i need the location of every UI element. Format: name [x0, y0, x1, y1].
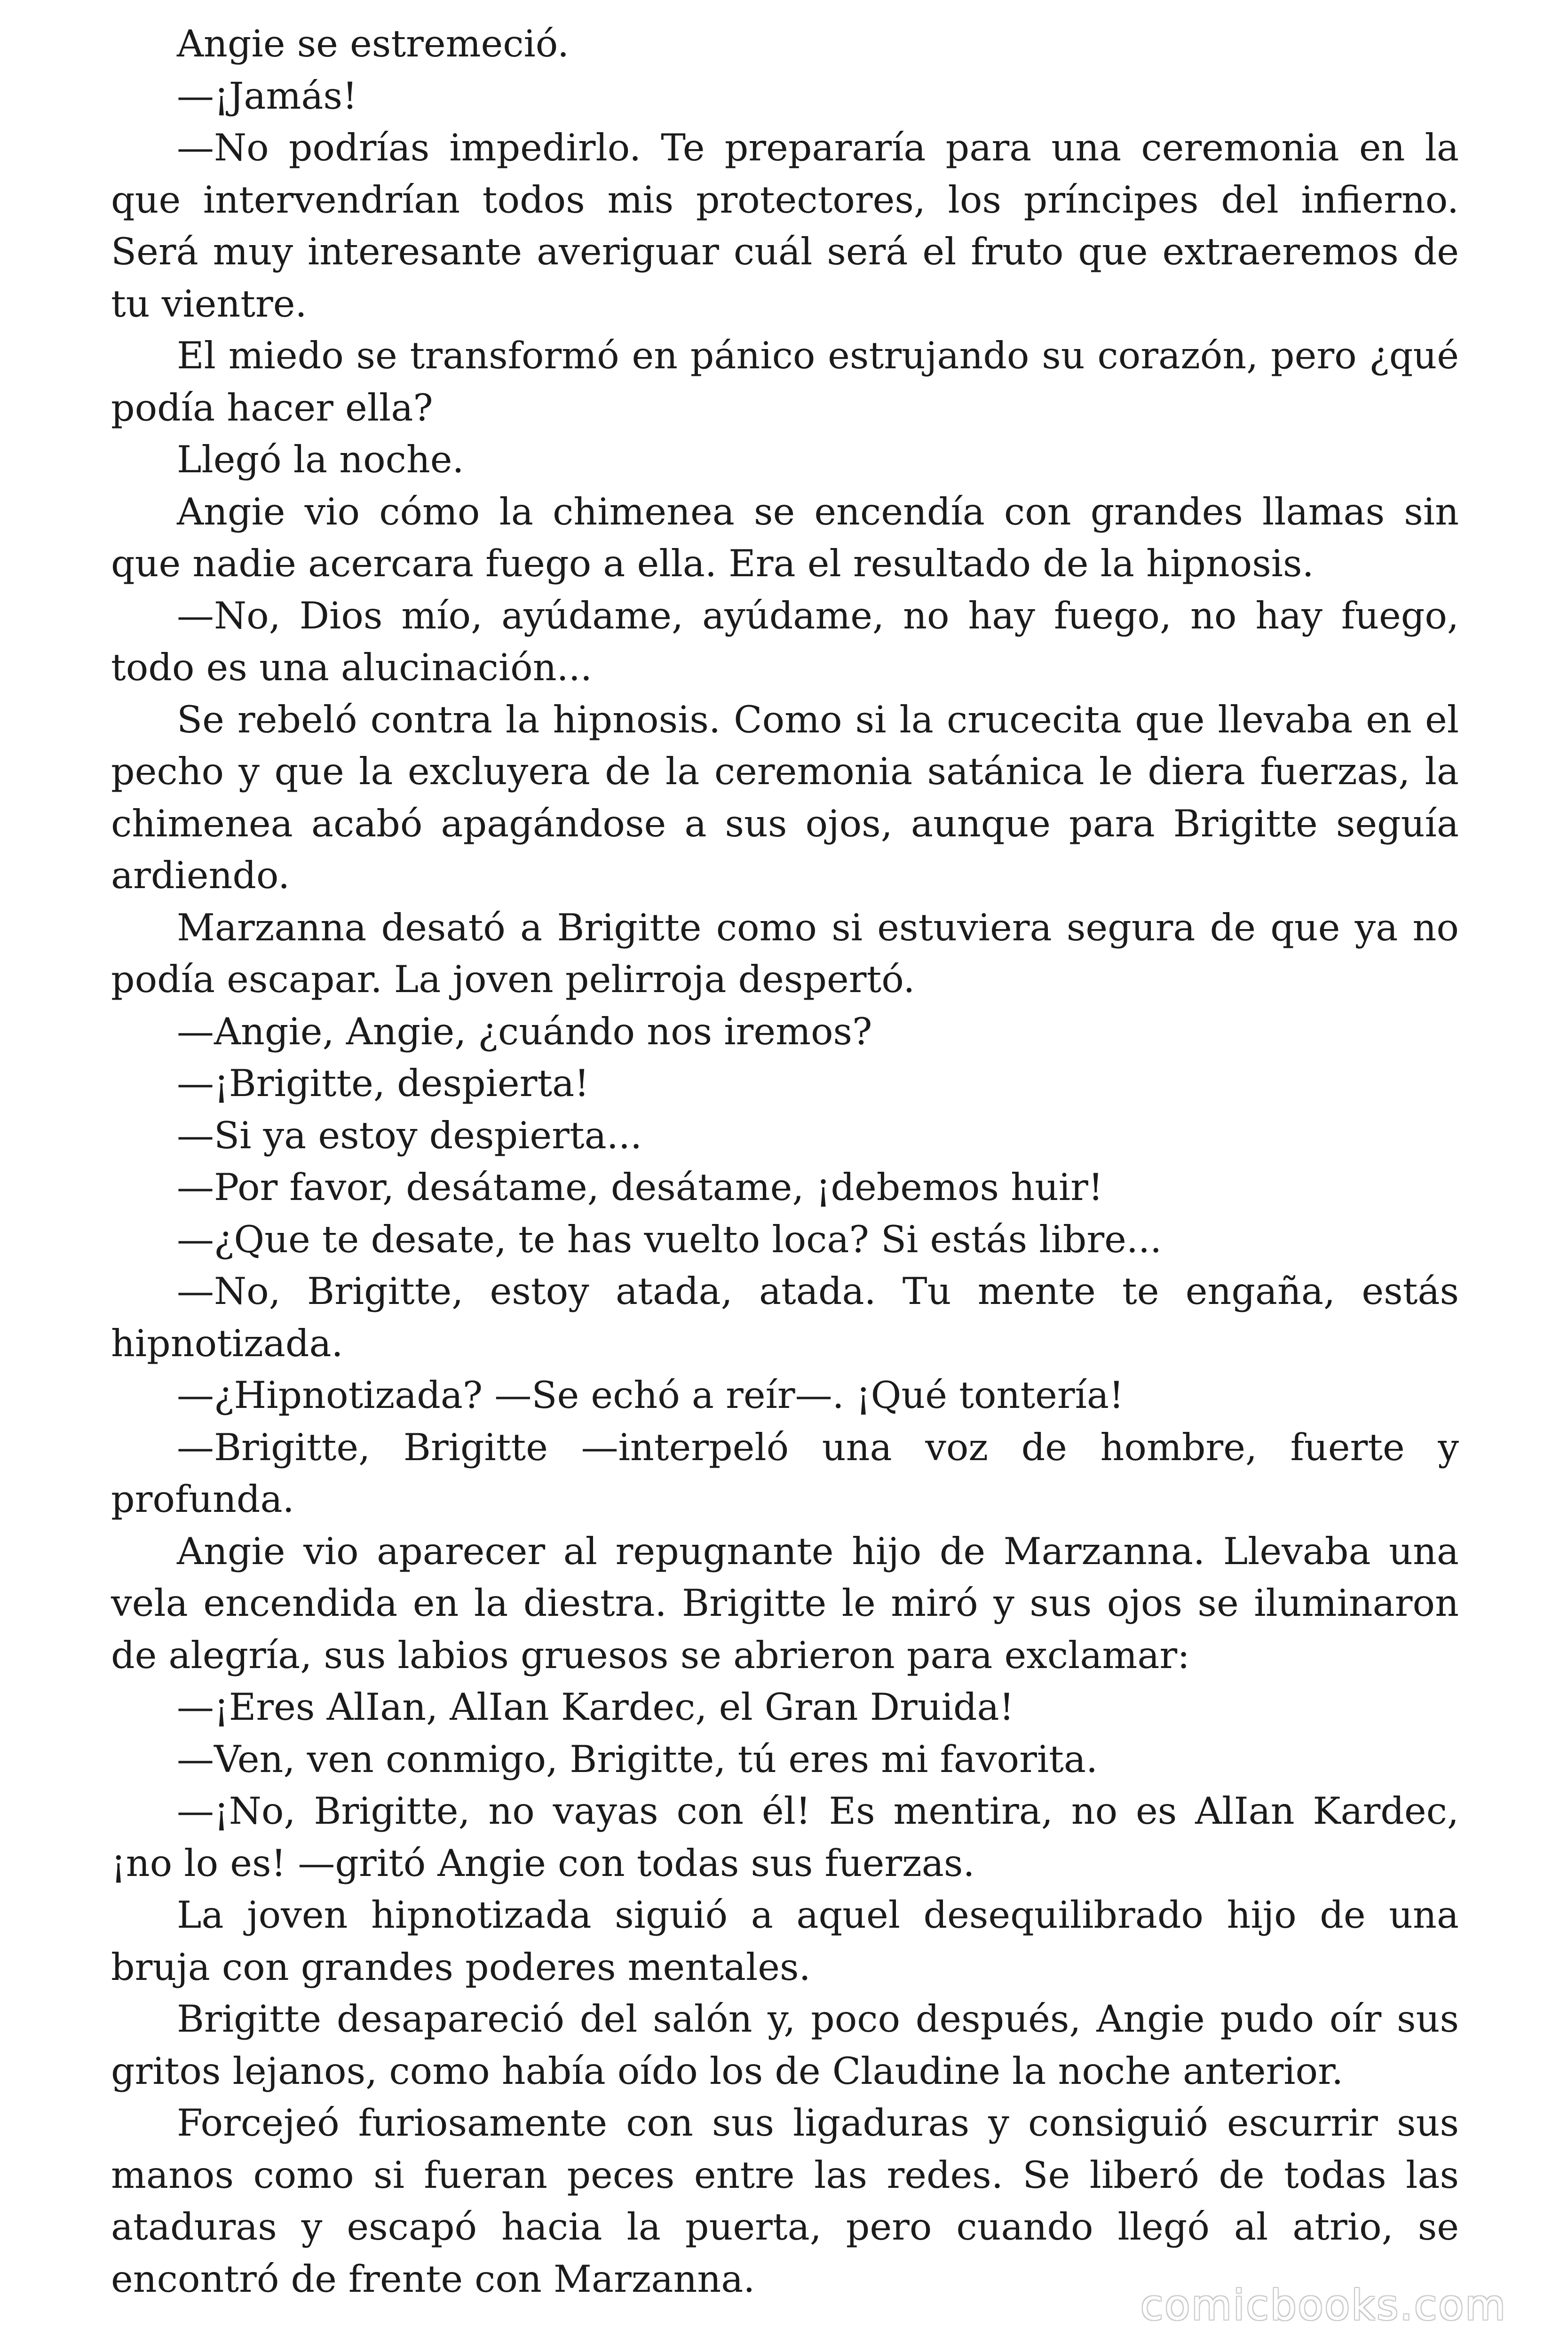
watermark: comicbooks.com [1140, 2281, 1507, 2329]
paragraph: —¡No, Brigitte, no vayas con él! Es mentira, no es AlIan Kardec, ¡no lo es! —gritó Angie con todas sus fuerzas. [111, 1789, 1459, 1885]
paragraph: —No podrías impedirlo. Te prepararía para una ceremonia en la que intervendrían todos mis protectores, los príncipes del infierno. Será muy interesante averiguar cuál será el fruto que extraeremos de tu vientre. [111, 126, 1459, 326]
paragraph: —¡Jamás! [177, 74, 357, 118]
paragraph: —Ven, ven conmigo, Brigitte, tú eres mi favorita. [177, 1737, 1098, 1781]
paragraph: —¡Eres AlIan, AlIan Kardec, el Gran Druida! [177, 1685, 1014, 1729]
paragraph: Angie vio cómo la chimenea se encendía con grandes llamas sin que nadie acercara fuego a ella. Era el resultado de la hipnosis. [111, 490, 1459, 585]
paragraph: Brigitte desapareció del salón y, poco después, Angie pudo oír sus gritos lejanos, como había oído los de Claudine la noche anterior. [111, 1997, 1459, 2093]
paragraph: —Angie, Angie, ¿cuándo nos iremos? [177, 1009, 872, 1053]
book-page-text [111, 18, 1459, 2305]
paragraph: —Por favor, desátame, desátame, ¡debemos huir! [177, 1166, 1103, 1209]
paragraph: —Si ya estoy despierta... [177, 1113, 642, 1157]
paragraph: —No, Dios mío, ayúdame, ayúdame, no hay fuego, no hay fuego, todo es una alucinación... [111, 594, 1459, 689]
paragraph: Marzanna desató a Brigitte como si estuviera segura de que ya no podía escapar. La joven pelirroja despertó. [111, 906, 1459, 1001]
paragraph: Llegó la noche. [177, 438, 464, 481]
paragraph: El miedo se transformó en pánico estrujando su corazón, pero ¿qué podía hacer ella? [111, 334, 1459, 429]
paragraph: —Brigitte, Brigitte —interpeló una voz de hombre, fuerte y profunda. [111, 1425, 1459, 1521]
paragraph: Angie vio aparecer al repugnante hijo de Marzanna. Llevaba una vela encendida en la diestra. Brigitte le miró y sus ojos se iluminaron de alegría, sus labios gruesos se abrieron para exclamar: [111, 1529, 1459, 1677]
paragraph: —¿Que te desate, te has vuelto loca? Si estás libre... [177, 1217, 1162, 1261]
paragraph: —¿Hipnotizada? —Se echó a reír—. ¡Qué tontería! [177, 1374, 1124, 1417]
paragraph: Angie se estremeció. [177, 22, 570, 65]
paragraph: —¡Brigitte, despierta! [177, 1062, 589, 1105]
paragraph: Se rebeló contra la hipnosis. Como si la crucecita que llevaba en el pecho y que la excluyera de la ceremonia satánica le diera fuerzas, la chimenea acabó apagándose a sus ojos, aunque para Brigitte seguía ardiendo. [111, 698, 1459, 897]
paragraph: La joven hipnotizada siguió a aquel desequilibrado hijo de una bruja con grandes poderes mentales. [111, 1893, 1459, 1989]
paragraph: Forcejeó furiosamente con sus ligaduras y consiguió escurrir sus manos como si fueran peces entre las redes. Se liberó de todas las ataduras y escapó hacia la puerta, pero cuando llegó al atrio, se encontró de frente con Marzanna. [111, 2101, 1459, 2301]
paragraph: —No, Brigitte, estoy atada, atada. Tu mente te engaña, estás hipnotizada. [111, 1270, 1459, 1365]
